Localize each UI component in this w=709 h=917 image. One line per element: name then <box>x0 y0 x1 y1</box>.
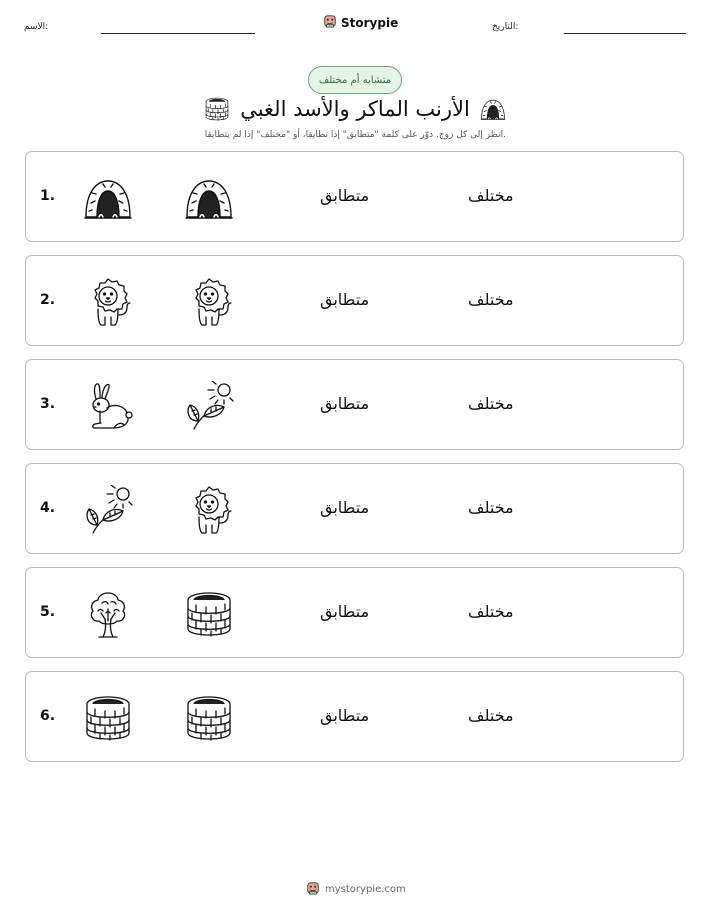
well-icon <box>204 96 230 122</box>
lion-icon <box>184 485 234 535</box>
footer <box>306 880 406 899</box>
same-option[interactable]: متطابق <box>320 498 370 517</box>
cave-icon <box>184 173 234 223</box>
rabbit-icon <box>83 381 133 431</box>
tree-icon <box>83 589 133 639</box>
exercise-row <box>25 359 684 450</box>
different-option[interactable]: مختلف <box>468 290 514 309</box>
name-label: الاسم: <box>24 22 49 32</box>
title-row <box>190 94 520 124</box>
same-option[interactable]: متطابق <box>320 186 370 205</box>
different-option[interactable]: مختلف <box>468 394 514 413</box>
row-number: 5. <box>40 604 56 620</box>
different-option[interactable]: مختلف <box>468 706 514 725</box>
instructions: انظر إلى كل زوج. دوّر على كلمة "متطابق" إذا تطابقا، أو "مختلف" إذا لم يتطابقا. <box>204 130 506 140</box>
different-option[interactable]: مختلف <box>468 186 514 205</box>
brand-name: Storypie <box>341 15 399 30</box>
same-option[interactable]: متطابق <box>320 602 370 621</box>
row-number: 4. <box>40 500 56 516</box>
storypie-icon <box>306 880 320 899</box>
category-badge: متشابه أم مختلف <box>308 66 402 94</box>
exercise-row <box>25 151 684 242</box>
date-label: التاريخ: <box>492 22 519 32</box>
page-title: الأرنب الماكر والأسد الغبي <box>240 97 470 121</box>
well-icon <box>184 693 234 743</box>
row-number: 2. <box>40 292 56 308</box>
footer-url: mystorypie.com <box>325 884 406 895</box>
plant-sun-icon <box>184 381 234 431</box>
same-option[interactable]: متطابق <box>320 290 370 309</box>
different-option[interactable]: مختلف <box>468 602 514 621</box>
cave-icon <box>83 173 133 223</box>
same-option[interactable]: متطابق <box>320 706 370 725</box>
same-option[interactable]: متطابق <box>320 394 370 413</box>
plant-sun-icon <box>83 485 133 535</box>
storypie-icon <box>323 13 337 32</box>
lion-icon <box>184 277 234 327</box>
brand-logo <box>323 13 398 32</box>
well-icon <box>184 589 234 639</box>
exercise-row <box>25 671 684 762</box>
row-number: 3. <box>40 396 56 412</box>
name-line[interactable] <box>101 33 255 34</box>
exercise-row <box>25 567 684 658</box>
exercise-row <box>25 255 684 346</box>
row-number: 6. <box>40 708 56 724</box>
different-option[interactable]: مختلف <box>468 498 514 517</box>
cave-icon <box>480 96 506 122</box>
well-icon <box>83 693 133 743</box>
exercise-row <box>25 463 684 554</box>
date-line[interactable] <box>564 33 686 34</box>
lion-icon <box>83 277 133 327</box>
row-number: 1. <box>40 188 56 204</box>
